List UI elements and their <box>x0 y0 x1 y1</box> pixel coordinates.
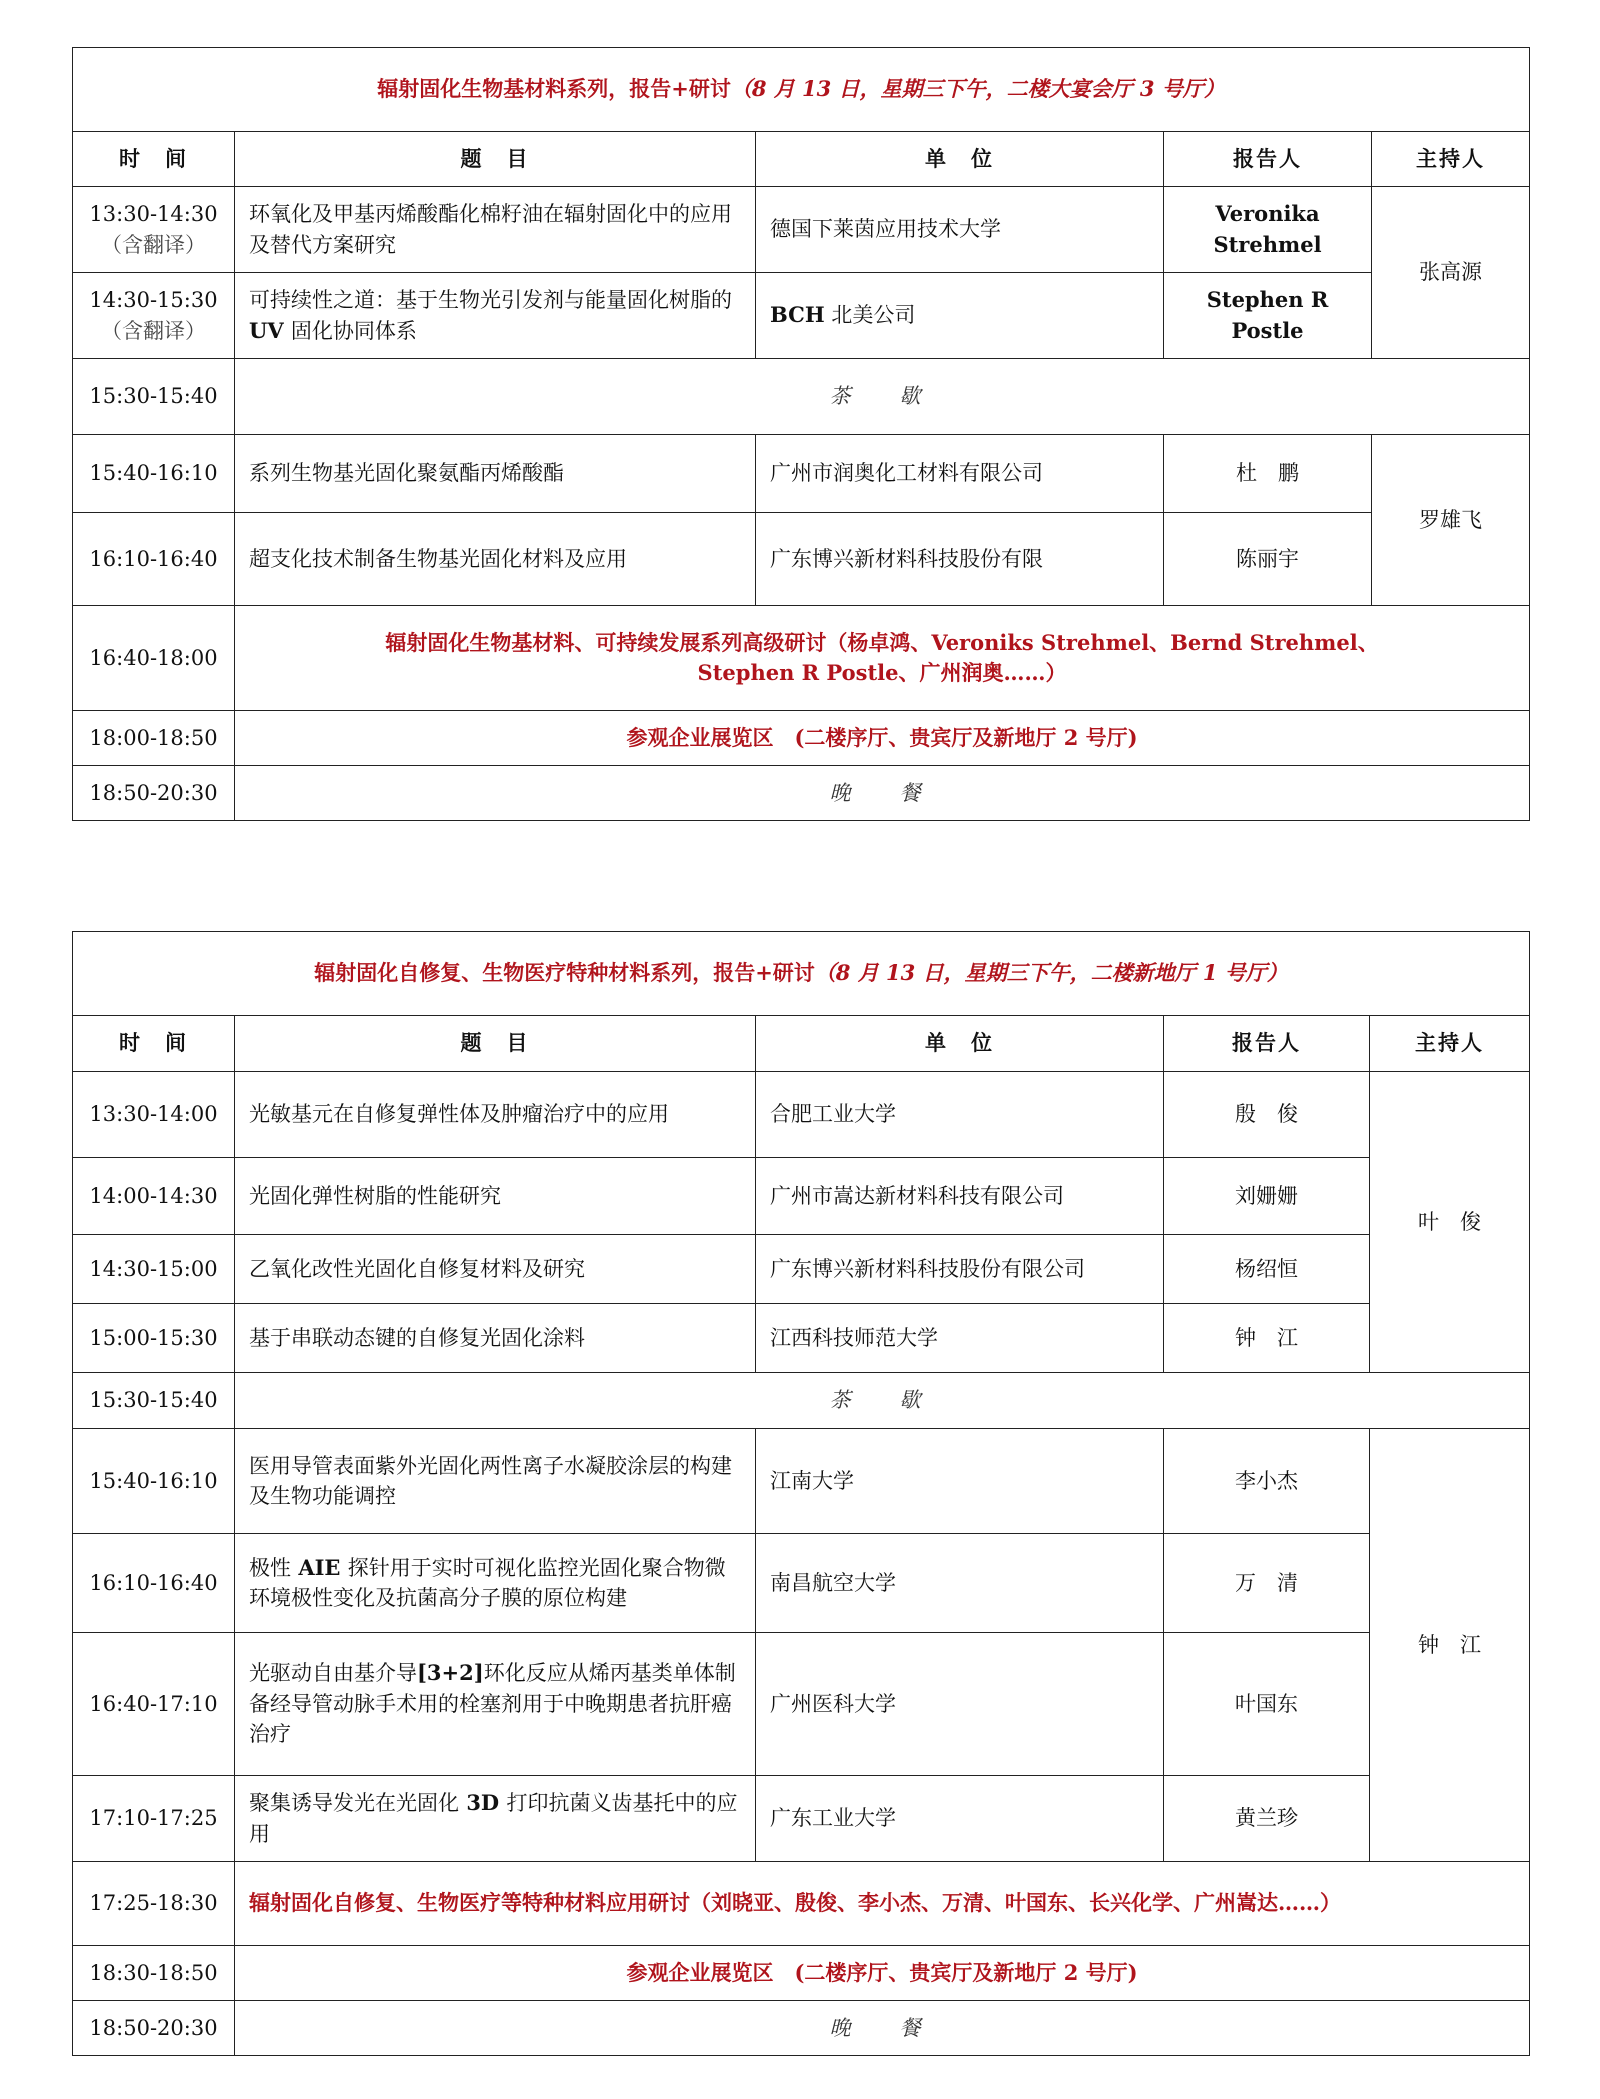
talk-speaker: 殷 俊 <box>1164 1072 1370 1158</box>
table-row <box>73 1072 1530 1158</box>
seminar-time: 16:40-18:00 <box>73 606 235 711</box>
talk-org: 江南大学 <box>756 1429 1164 1534</box>
talk-org: 广州市嵩达新材料科技有限公司 <box>756 1158 1164 1235</box>
table-row <box>73 273 1530 359</box>
session2-title <box>73 932 1530 1016</box>
seminar-label: 辐射固化生物基材料、可持续发展系列高级研讨（杨卓鸿、Veroniks Strehmel、Bernd Strehmel、 Stephen R Postle、广州润奥……） <box>235 606 1530 711</box>
visit-row <box>73 1946 1530 2001</box>
seminar-label: 辐射固化自修复、生物医疗等特种材料应用研讨（刘晓亚、殷俊、李小杰、万清、叶国东、长兴化学、广州嵩达……） <box>235 1862 1530 1946</box>
dinner-label: 晚 餐 <box>235 2001 1530 2056</box>
dinner-label: 晚 餐 <box>235 766 1530 821</box>
talk-time: 16:10-16:40 <box>73 1534 235 1633</box>
header-topic: 题 目 <box>235 1016 756 1072</box>
talk-time: 14:30-15:30 （含翻译） <box>73 273 235 359</box>
visit-time: 18:30-18:50 <box>73 1946 235 2001</box>
talk-speaker: 叶国东 <box>1164 1633 1370 1776</box>
talk-time: 14:30-15:00 <box>73 1235 235 1304</box>
talk-org: BCH 北美公司 <box>756 273 1164 359</box>
talk-time: 15:40-16:10 <box>73 1429 235 1534</box>
talk-topic: 超支化技术制备生物基光固化材料及应用 <box>235 513 756 606</box>
session1-title-date: （8 月 13 日，星期三下午，二楼大宴会厅 3 号厅） <box>730 76 1225 102</box>
talk-topic: 环氧化及甲基丙烯酸酯化棉籽油在辐射固化中的应用及替代方案研究 <box>235 187 756 273</box>
session-host: 钟 江 <box>1370 1429 1530 1862</box>
talk-time: 16:40-17:10 <box>73 1633 235 1776</box>
table-row <box>73 1429 1530 1534</box>
table-row <box>73 1776 1530 1862</box>
dinner-row <box>73 2001 1530 2056</box>
seminar-row <box>73 606 1530 711</box>
talk-org: 广东博兴新材料科技股份有限 <box>756 513 1164 606</box>
table-row <box>73 1158 1530 1235</box>
break-row <box>73 1373 1530 1429</box>
session2-title-date: （8 月 13 日，星期三下午，二楼新地厅 1 号厅） <box>814 960 1288 986</box>
header-time: 时 间 <box>73 1016 235 1072</box>
talk-speaker: 黄兰珍 <box>1164 1776 1370 1862</box>
session2-table <box>72 931 1530 2056</box>
talk-org: 广州医科大学 <box>756 1633 1164 1776</box>
session1-table <box>72 47 1530 821</box>
header-topic: 题 目 <box>235 132 756 187</box>
dinner-time: 18:50-20:30 <box>73 766 235 821</box>
visit-row <box>73 711 1530 766</box>
break-time: 15:30-15:40 <box>73 1373 235 1429</box>
break-label: 茶 歇 <box>235 359 1530 435</box>
seminar-time: 17:25-18:30 <box>73 1862 235 1946</box>
session-host: 张高源 <box>1372 187 1530 359</box>
talk-speaker: Veronika Strehmel <box>1164 187 1372 273</box>
dinner-time: 18:50-20:30 <box>73 2001 235 2056</box>
break-row <box>73 359 1530 435</box>
talk-org: 合肥工业大学 <box>756 1072 1164 1158</box>
talk-time: 17:10-17:25 <box>73 1776 235 1862</box>
visit-time: 18:00-18:50 <box>73 711 235 766</box>
session-host: 叶 俊 <box>1370 1072 1530 1373</box>
session-host: 罗雄飞 <box>1372 435 1530 606</box>
header-host: 主持人 <box>1370 1016 1530 1072</box>
header-time: 时 间 <box>73 132 235 187</box>
talk-org: 德国下莱茵应用技术大学 <box>756 187 1164 273</box>
talk-topic: 光敏基元在自修复弹性体及肿瘤治疗中的应用 <box>235 1072 756 1158</box>
talk-speaker: 万 清 <box>1164 1534 1370 1633</box>
table-row <box>73 1633 1530 1776</box>
talk-org: 广东博兴新材料科技股份有限公司 <box>756 1235 1164 1304</box>
table-row <box>73 1534 1530 1633</box>
talk-org: 江西科技师范大学 <box>756 1304 1164 1373</box>
talk-topic: 聚集诱导发光在光固化 3D 打印抗菌义齿基托中的应用 <box>235 1776 756 1862</box>
talk-speaker: 杨绍恒 <box>1164 1235 1370 1304</box>
header-speaker: 报告人 <box>1164 132 1372 187</box>
seminar-row <box>73 1862 1530 1946</box>
header-org: 单 位 <box>756 132 1164 187</box>
talk-topic: 光固化弹性树脂的性能研究 <box>235 1158 756 1235</box>
talk-speaker: 李小杰 <box>1164 1429 1370 1534</box>
table-row <box>73 187 1530 273</box>
visit-label: 参观企业展览区 (二楼序厅、贵宾厅及新地厅 2 号厅) <box>235 1946 1530 2001</box>
talk-time: 13:30-14:30 （含翻译） <box>73 187 235 273</box>
dinner-row <box>73 766 1530 821</box>
session2-header-row <box>73 1016 1530 1072</box>
break-time: 15:30-15:40 <box>73 359 235 435</box>
talk-speaker: 刘姗姗 <box>1164 1158 1370 1235</box>
talk-time: 13:30-14:00 <box>73 1072 235 1158</box>
talk-topic: 基于串联动态键的自修复光固化涂料 <box>235 1304 756 1373</box>
talk-topic: 极性 AIE 探针用于实时可视化监控光固化聚合物微环境极性变化及抗菌高分子膜的原位构建 <box>235 1534 756 1633</box>
talk-topic: 系列生物基光固化聚氨酯丙烯酸酯 <box>235 435 756 513</box>
talk-org: 广州市润奥化工材料有限公司 <box>756 435 1164 513</box>
talk-speaker: Stephen R Postle <box>1164 273 1372 359</box>
table-row <box>73 1304 1530 1373</box>
table-row <box>73 513 1530 606</box>
talk-time: 15:00-15:30 <box>73 1304 235 1373</box>
talk-org: 广东工业大学 <box>756 1776 1164 1862</box>
talk-speaker: 杜 鹏 <box>1164 435 1372 513</box>
talk-topic: 光驱动自由基介导[3+2]环化反应从烯丙基类单体制备经导管动脉手术用的栓塞剂用于中晚期患者抗肝癌治疗 <box>235 1633 756 1776</box>
header-speaker: 报告人 <box>1164 1016 1370 1072</box>
session2-title-main: 辐射固化自修复、生物医疗特种材料系列，报告+研讨 <box>314 960 815 986</box>
talk-time: 15:40-16:10 <box>73 435 235 513</box>
table-row <box>73 1235 1530 1304</box>
talk-speaker: 陈丽宇 <box>1164 513 1372 606</box>
break-label: 茶 歇 <box>235 1373 1530 1429</box>
header-org: 单 位 <box>756 1016 1164 1072</box>
talk-speaker: 钟 江 <box>1164 1304 1370 1373</box>
table-row <box>73 435 1530 513</box>
session1-title-main: 辐射固化生物基材料系列，报告+研讨 <box>377 76 731 102</box>
header-host: 主持人 <box>1372 132 1530 187</box>
talk-time: 16:10-16:40 <box>73 513 235 606</box>
talk-org: 南昌航空大学 <box>756 1534 1164 1633</box>
talk-topic: 医用导管表面紫外光固化两性离子水凝胶涂层的构建及生物功能调控 <box>235 1429 756 1534</box>
talk-topic: 乙氧化改性光固化自修复材料及研究 <box>235 1235 756 1304</box>
talk-topic: 可持续性之道：基于生物光引发剂与能量固化树脂的 UV 固化协同体系 <box>235 273 756 359</box>
visit-label: 参观企业展览区 (二楼序厅、贵宾厅及新地厅 2 号厅) <box>235 711 1530 766</box>
session1-header-row <box>73 132 1530 187</box>
talk-time: 14:00-14:30 <box>73 1158 235 1235</box>
session1-title <box>73 48 1530 132</box>
